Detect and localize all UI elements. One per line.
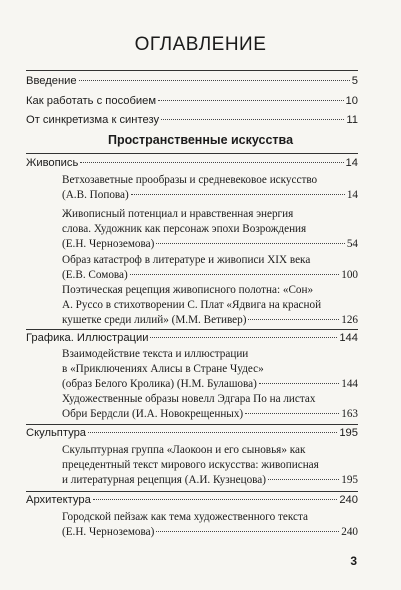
dot-leader [79, 80, 350, 81]
subentry-page: 126 [341, 314, 358, 326]
toc-entry-label: Введение [26, 75, 77, 87]
dot-leader [268, 479, 339, 480]
subentry-line: Поэтическая рецепция живописного полотна: «Сон» [62, 284, 314, 296]
toc-entry-page: 11 [346, 114, 358, 126]
subentry-page: 144 [341, 378, 358, 390]
chapter-divider [26, 153, 358, 154]
dot-leader [150, 337, 337, 338]
subentry-author: (образ Белого Кролика) (Н.М. Булашова) [62, 378, 257, 390]
subentry-author: (Е.Н. Черноземова) [62, 238, 155, 250]
subentry-line: Скульптурная группа «Лаокоон и его сыновья» как [62, 444, 306, 456]
toc-subentry[interactable] [62, 283, 358, 328]
page-title: ОГЛАВЛЕНИЕ [134, 34, 267, 55]
chapter-label: Архитектура [26, 494, 91, 506]
subentry-author: Обри Бердсли (И.А. Новокрещенных) [62, 408, 244, 420]
toc-subentry[interactable] [62, 443, 358, 488]
dot-leader [88, 432, 337, 433]
dot-leader [245, 413, 339, 414]
subentry-page: 14 [346, 189, 358, 201]
subentry-page: 195 [341, 474, 358, 486]
subentry-author: (Е.В. Сомова) [62, 269, 128, 281]
chapter-page: 144 [339, 332, 358, 344]
toc-entry-label: Как работать с пособием [26, 95, 157, 107]
toc-entry-intro[interactable] [26, 74, 358, 88]
toc-entry-syncretism[interactable] [26, 113, 358, 127]
dot-leader [156, 531, 339, 532]
chapter-divider [26, 424, 358, 425]
toc-subentry[interactable] [62, 253, 358, 283]
subentry-author: и литературная рецепция (А.И. Кузнецова) [62, 474, 266, 486]
page-number: 3 [350, 554, 357, 568]
chapter-page: 195 [339, 427, 358, 439]
chapter-page: 14 [345, 157, 358, 169]
chapter-sculpture[interactable] [26, 426, 358, 440]
toc-entry-page: 5 [351, 75, 358, 87]
subentry-line: Образ катастроф в литературе и живописи XIX века [62, 254, 311, 266]
subentry-line: А. Руссо в стихотворении С. Плат «Ядвига на красной [62, 299, 322, 311]
chapter-painting[interactable] [26, 156, 358, 170]
dot-leader [130, 274, 339, 275]
subentry-line: Городской пейзаж как тема художественного текста [62, 511, 308, 523]
dot-leader [248, 319, 339, 320]
subentry-page: 163 [341, 408, 358, 420]
dot-leader [158, 100, 343, 101]
subentry-author: (А.В. Попова) [62, 189, 129, 201]
subentry-author: кушетке среди лилий» (М.М. Ветивер) [62, 314, 247, 326]
subentry-author: (Е.Н. Черноземова) [62, 526, 155, 538]
subentry-page: 100 [341, 269, 358, 281]
subentry-line: Художественные образы новелл Эдгара По на листах [62, 393, 316, 405]
dot-leader [80, 162, 343, 163]
chapter-architecture[interactable] [26, 493, 358, 507]
subentry-line: Ветхозаветные прообразы и средневековое искусство [62, 174, 318, 186]
divider-top [26, 70, 358, 71]
toc-subentry[interactable] [62, 173, 358, 203]
chapter-divider [26, 491, 358, 492]
chapter-divider [26, 329, 358, 330]
dot-leader [259, 383, 339, 384]
toc-subentry[interactable] [62, 510, 358, 540]
subentry-line: прецедентный текст мирового искусства: живописная [62, 459, 319, 471]
toc-entry-page: 10 [345, 95, 358, 107]
dot-leader [156, 243, 344, 244]
dot-leader [93, 499, 338, 500]
subentry-line: слова. Художник как персонаж эпохи Возрождения [62, 223, 307, 235]
toc-subentry[interactable] [62, 392, 358, 422]
chapter-label: Живопись [26, 157, 79, 169]
dot-leader [161, 119, 344, 120]
toc-entry-how-to[interactable] [26, 94, 358, 108]
toc-entry-label: От синкретизма к синтезу [26, 114, 160, 126]
chapter-label: Скульптура [26, 427, 87, 439]
chapter-page: 240 [339, 494, 358, 506]
subentry-line: в «Приключениях Алисы в Стране Чудес» [62, 363, 264, 375]
chapter-label: Графика. Иллюстрации [26, 332, 149, 344]
subentry-page: 54 [346, 238, 358, 250]
toc-subentry[interactable] [62, 207, 358, 252]
subentry-line: Живописный потенциал и нравственная энергия [62, 208, 294, 220]
section-title: Пространственные искусства [107, 133, 294, 147]
toc-subentry[interactable] [62, 347, 358, 392]
chapter-graphics[interactable] [26, 331, 358, 345]
subentry-line: Взаимодействие текста и иллюстрации [62, 348, 249, 360]
subentry-page: 240 [341, 526, 358, 538]
dot-leader [131, 194, 345, 195]
